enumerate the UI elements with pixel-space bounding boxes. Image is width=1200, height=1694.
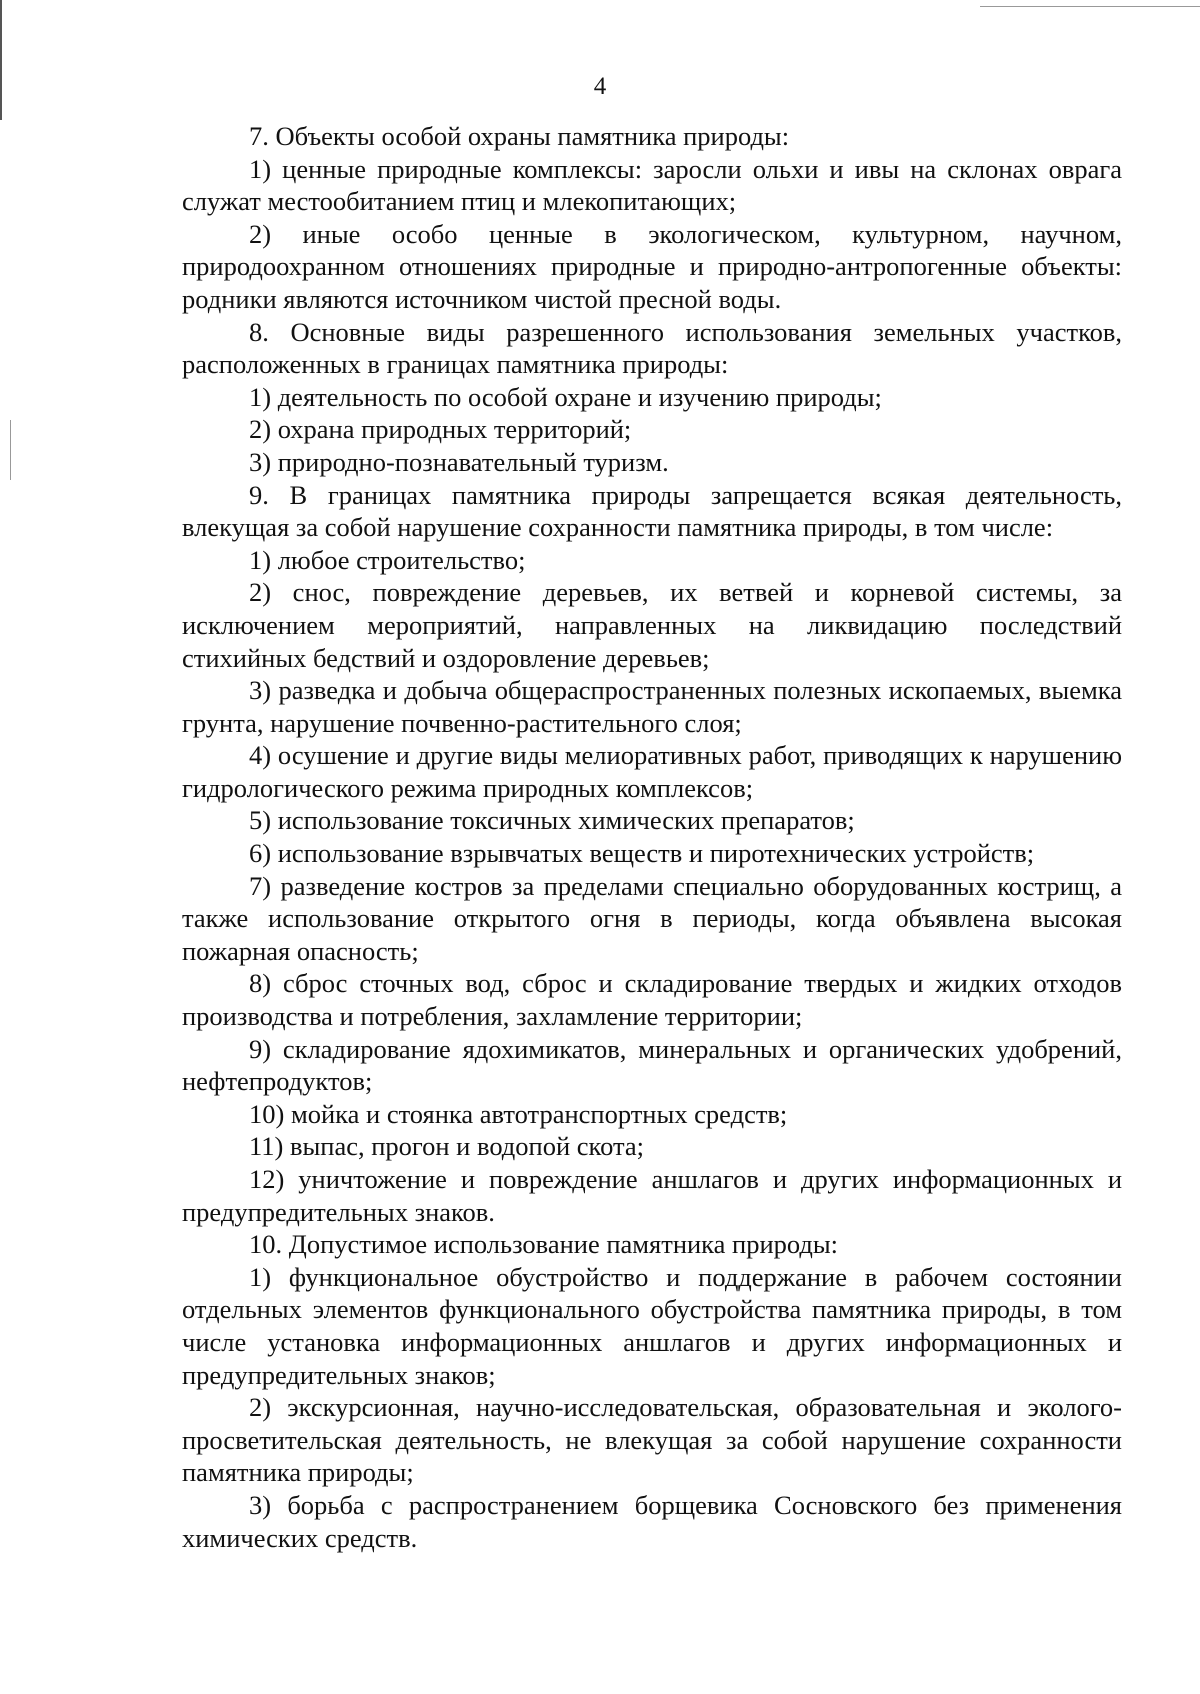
scan-edge-mark-top-right xyxy=(980,6,1200,7)
section-8-item-1: 1) деятельность по особой охране и изучению природы; xyxy=(249,381,882,412)
section-9-item-2: 2) снос, повреждение деревьев, их ветвей и корневой системы, за исключением мероприятий, направленных на ликвидацию последствий стихийных бедствий и оздоровление деревьев; xyxy=(182,577,1122,673)
section-9-item-9: 9) складирование ядохимикатов, минеральных и органических удобрений, нефтепродуктов; xyxy=(182,1033,1122,1097)
section-8-item-2: 2) охрана природных территорий; xyxy=(249,414,632,445)
section-8-heading: 8. Основные виды разрешенного использования земельных участков, расположенных в границах памятника природы: xyxy=(182,316,1122,380)
section-9-item-4: 4) осушение и другие виды мелиоративных работ, приводящих к нарушению гидрологического режима природных комплексов; xyxy=(182,740,1122,803)
section-9-item-7: 7) разведение костров за пределами специально оборудованных кострищ, а также использование открытого огня в периоды, когда объявлена высокая пожарная опасность; xyxy=(182,870,1122,966)
section-8-item-3: 3) природно-познавательный туризм. xyxy=(249,446,669,477)
scan-edge-mark-left-middle xyxy=(10,420,11,480)
section-10-item-1: 1) функциональное обустройство и поддержание в рабочем состоянии отдельных элементов функционального обустройства памятника природы, в том числе установка информационных аншлагов и других информационных и предупредительных знаков; xyxy=(182,1261,1122,1390)
section-9-item-10: 10) мойка и стоянка автотранспортных средств; xyxy=(249,1098,788,1129)
section-9-item-3: 3) разведка и добыча общераспространенных полезных ископаемых, выемка грунта, нарушение почвенно-растительного слоя; xyxy=(182,675,1122,738)
section-9-heading: 9. В границах памятника природы запрещается всякая деятельность, влекущая за собой нарушение сохранности памятника природы, в том числе: xyxy=(182,479,1122,543)
scan-edge-mark-left-top xyxy=(0,0,2,120)
section-9-item-6: 6) использование взрывчатых веществ и пиротехнических устройств; xyxy=(249,838,1035,869)
section-9-item-8: 8) сброс сточных вод, сброс и складирование твердых и жидких отходов производства и потребления, захламление территории; xyxy=(182,968,1122,1032)
section-9-item-12: 12) уничтожение и повреждение аншлагов и других информационных и предупредительных знаков. xyxy=(182,1164,1122,1227)
document-body xyxy=(182,120,1122,1554)
section-10-item-2: 2) экскурсионная, научно-исследовательская, образовательная и эколого-просветительская деятельность, не влекущая за собой нарушение сохранности памятника природы; xyxy=(182,1392,1122,1488)
section-9-item-11: 11) выпас, прогон и водопой скота; xyxy=(249,1131,645,1162)
section-10-heading: 10. Допустимое использование памятника природы: xyxy=(249,1229,839,1260)
section-7-item-1: 1) ценные природные комплексы: заросли ольхи и ивы на склонах оврага служат местообитанием птиц и млекопитающих; xyxy=(182,153,1122,217)
section-9-item-5: 5) использование токсичных химических препаратов; xyxy=(249,805,855,836)
section-7-item-2: 2) иные особо ценные в экологическом, культурном, научном, природоохранном отношениях природные и природно-антропогенные объекты: родники являются источником чистой пресной воды. xyxy=(182,218,1122,314)
page-number: 4 xyxy=(593,73,607,100)
section-10-item-3: 3) борьба с распространением борщевика Сосновского без применения химических средств. xyxy=(182,1489,1122,1553)
section-9-item-1: 1) любое строительство; xyxy=(249,544,526,575)
section-7-heading: 7. Объекты особой охраны памятника природы: xyxy=(249,121,790,151)
